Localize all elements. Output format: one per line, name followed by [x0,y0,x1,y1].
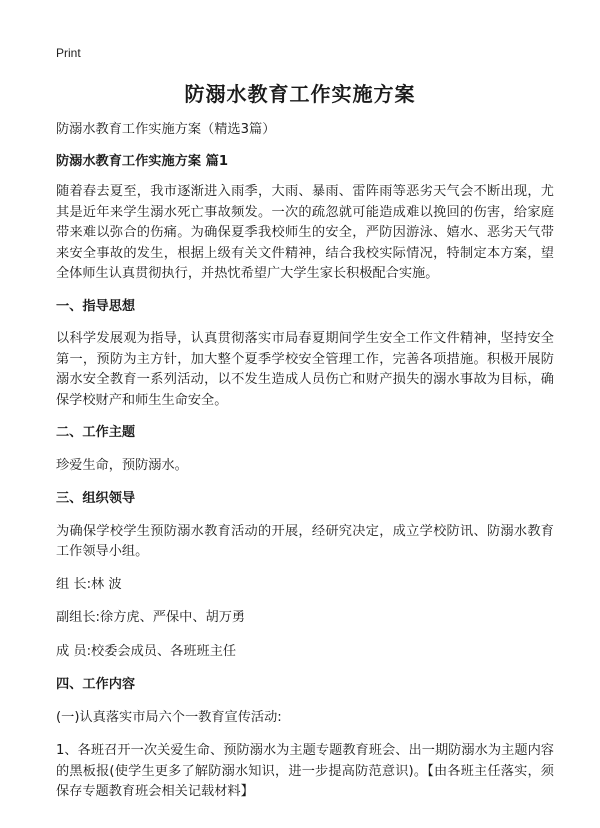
section-heading-work-theme: 二、工作主题 [56,425,136,440]
deputy-leader-line: 副组长:徐方虎、严保中、胡万勇 [56,610,246,625]
section-heading-work-content: 四、工作内容 [56,677,136,692]
section-heading-organization: 三、组织领导 [56,491,136,506]
work-content-item-1: (一)认真落实市局六个一教育宣传活动: [56,709,282,725]
document-title: 防溺水教育工作实施方案 [184,82,416,106]
section-body-organization: 为确保学校学生预防溺水教育活动的开展，经研究决定，成立学校防讯、防溺水教育工作领导小组。 [56,523,554,559]
document-subtitle: 防溺水教育工作实施方案（精选3篇） [56,122,276,137]
chapter-title: 防溺水教育工作实施方案 篇1 [56,153,229,169]
section-body-work-theme: 珍爱生命，预防溺水。 [56,457,188,473]
members-line: 成 员:校委会成员、各班班主任 [56,643,237,659]
work-content-item-2: 1、各班召开一次关爱生命、预防溺水为主题专题教育班会、出一期防溺水为主题内容的黑板报(使学生更多了解防溺水知识，进一步提高防范意识)。【由各班主任落实，须保存专题教育班会相关记载材料】 [56,743,554,799]
section-heading-guiding-ideology: 一、指导思想 [56,298,136,314]
team-leader-line: 组 长:林 波 [56,576,122,592]
intro-paragraph: 随着春去夏至，我市逐渐进入雨季，大雨、暴雨、雷阵雨等恶劣天气会不断出现，尤其是近年来学生溺水死亡事故频发。一次的疏忽就可能造成难以挽回的伤害，给家庭带来难以弥合的伤痛。为确保夏季我校师生的安全，严防因游泳、嬉水、恶劣天气带来安全事故的发生，根据上级有关文件精神，结合我校实际情况，特制定本方案，望全体师生认真贯彻执行，并热忱希望广大学生家长积极配合实施。 [56,184,554,281]
print-label: Print [56,46,81,60]
document-body [56,120,554,815]
section-body-guiding-ideology: 以科学发展观为指导，认真贯彻落实市局春夏期间学生安全工作文件精神，坚持安全第一，预防为主方针，加大整个夏季学校安全管理工作，完善各项措施。积极开展防溺水安全教育一系列活动，以不发生造成人员伤亡和财产损失的溺水事故为目标，确保学校财产和师生生命安全。 [56,331,554,408]
